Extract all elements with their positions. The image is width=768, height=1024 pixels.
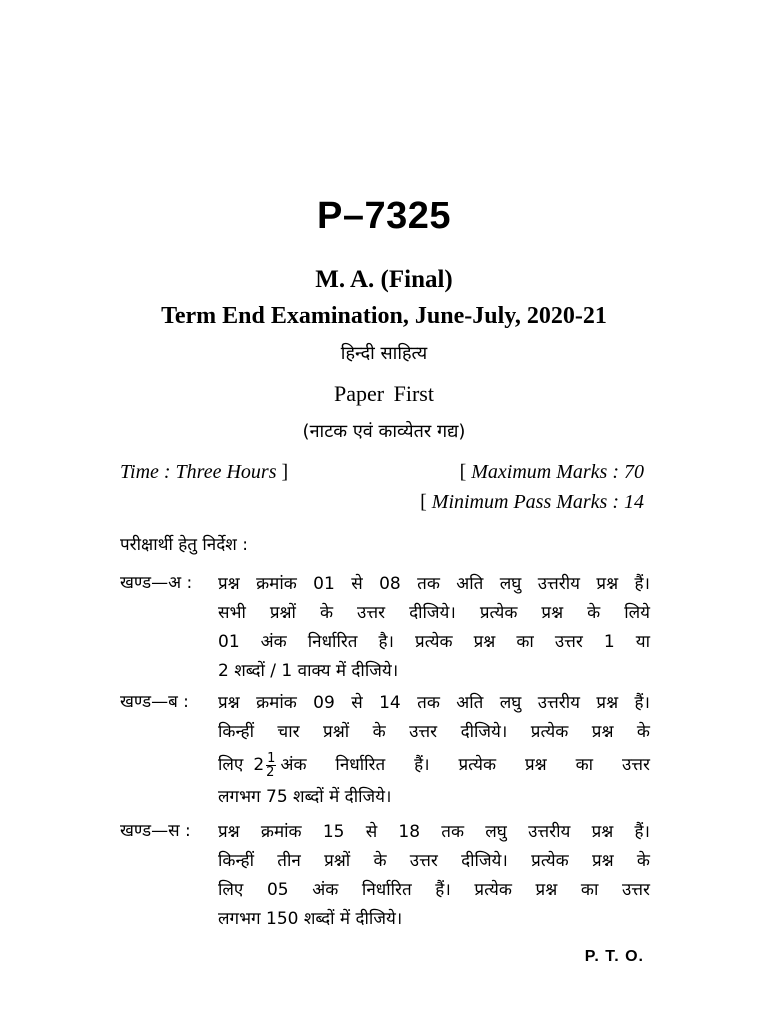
section-b-line: प्रश्न क्रमांक 09 से 14 तक अति लघु उत्तरीय प्रश्न हैं।	[218, 693, 650, 713]
section-c-line: लगभग 150 शब्दों में दीजिये।	[218, 909, 403, 929]
paper-number: Paper First	[334, 381, 434, 406]
section-c-body	[218, 818, 650, 934]
section-c-line: लिए 05 अंक निर्धारित हैं। प्रत्येक प्रश्न का उत्तर	[218, 880, 650, 900]
instructions-heading: परीक्षार्थी हेतु निर्देश :	[120, 535, 248, 555]
section-a-line: 2 शब्दों / 1 वाक्य में दीजिये।	[218, 661, 399, 681]
time-bracket: ]	[276, 461, 289, 483]
section-b-label: खण्ड—ब :	[120, 692, 189, 712]
section-c	[120, 818, 650, 934]
subject-title: हिन्दी साहित्य	[340, 343, 428, 364]
section-c-line: किन्हीं तीन प्रश्नों के उत्तर दीजिये। प्रत्येक प्रश्न के	[218, 851, 650, 871]
min-marks-text: Minimum Pass Marks : 14	[431, 491, 644, 513]
fraction-whole: 2	[253, 755, 265, 775]
time-allowed	[120, 461, 288, 484]
section-a	[120, 570, 650, 686]
section-a-label: खण्ड—अ :	[120, 573, 193, 593]
degree-title: M. A. (Final)	[315, 266, 453, 293]
please-turn-over: P. T. O.	[584, 948, 644, 965]
paper-code: P–7325	[316, 195, 451, 237]
section-b-line: लगभग 75 शब्दों में दीजिये।	[218, 787, 392, 807]
section-b	[120, 689, 650, 812]
section-c-line: प्रश्न क्रमांक 15 से 18 तक लघु उत्तरीय प्रश्न हैं।	[218, 822, 650, 842]
section-a-line: 01 अंक निर्धारित है। प्रत्येक प्रश्न का उत्तर 1 या	[218, 632, 650, 652]
max-bracket: [	[459, 461, 472, 483]
section-a-line: सभी प्रश्नों के उत्तर दीजिये। प्रत्येक प्रश्न के लिये	[218, 603, 650, 623]
section-c-label: खण्ड—स :	[120, 821, 191, 841]
fraction-denominator: 2	[266, 764, 275, 780]
fraction-numerator: 1	[267, 750, 276, 766]
section-a-body	[218, 570, 650, 686]
exam-title: Term End Examination, June-July, 2020-21	[161, 303, 607, 329]
minimum-pass-marks	[420, 491, 644, 514]
paper-topic: (नाटक एवं काव्येतर गद्य)	[302, 421, 466, 442]
maximum-marks	[460, 461, 644, 484]
max-marks-text: Maximum Marks : 70	[471, 461, 644, 483]
time-text: Time : Three Hours	[120, 461, 277, 483]
fraction	[266, 752, 276, 779]
fraction-prefix: लिए	[218, 755, 244, 775]
fraction-suffix: अंक निर्धारित हैं। प्रत्येक प्रश्न का उत्तर	[280, 755, 650, 775]
section-b-fraction-line	[218, 747, 650, 783]
min-bracket: [	[420, 491, 432, 513]
section-b-body	[218, 689, 650, 812]
section-b-line: किन्हीं चार प्रश्नों के उत्तर दीजिये। प्रत्येक प्रश्न के	[218, 722, 650, 742]
section-a-line: प्रश्न क्रमांक 01 से 08 तक अति लघु उत्तरीय प्रश्न हैं।	[218, 574, 650, 594]
